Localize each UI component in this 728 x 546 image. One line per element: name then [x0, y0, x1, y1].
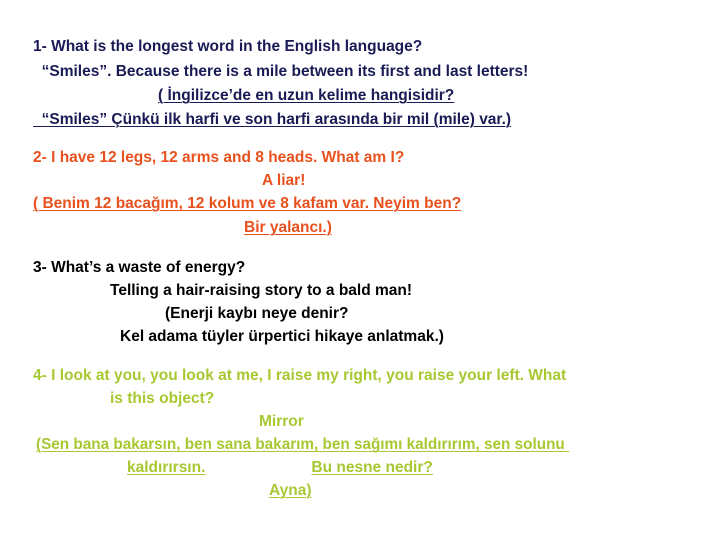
- riddle-4-translation-question-text: (Sen bana bakarsın, ben sana bakarım, ben sağımı kaldırırım, sen solunu: [36, 436, 565, 453]
- riddle-3-translation-question: (Enerji kaybı neye denir?: [165, 305, 349, 322]
- riddle-4-translation-object-question: Bu nesne nedir?: [311, 459, 433, 476]
- riddle-2-question: 2- I have 12 legs, 12 arms and 8 heads. What am I?: [33, 149, 405, 166]
- riddle-1-translation-answer: [33, 111, 511, 129]
- riddle-4-question: 4- I look at you, you look at me, I raise my right, you raise your left. What: [33, 367, 567, 384]
- riddle-4-question-continued: is this object?: [110, 390, 215, 407]
- riddle-4-translation-continued: [33, 459, 433, 477]
- riddle-4-translation-kaldirirsin: kaldırırsın.: [127, 459, 206, 476]
- riddle-2-translation-answer-text: Bir yalancı.): [244, 219, 332, 236]
- riddle-2-translation-question: ( Benim 12 bacağım, 12 kolum ve 8 kafam var. Neyim ben?: [33, 195, 462, 212]
- riddle-2-answer: A liar!: [262, 172, 306, 189]
- riddle-1-answer: [33, 63, 528, 81]
- riddle-1-translation-question-text: ( İngilizce’de en uzun kelime hangisidir?: [158, 87, 455, 104]
- riddle-1-answer-text: “Smiles”. Because there is a mile between its first and last letters!: [41, 63, 529, 80]
- riddle-4-translation-question: [36, 436, 569, 454]
- riddle-4-translation-answer-text: Ayna): [269, 482, 312, 499]
- riddle-4-translation-answer: [33, 482, 312, 500]
- riddle-3-translation-answer: Kel adama tüyler ürpertici hikaye anlatmak.): [120, 328, 444, 345]
- riddle-4-answer: Mirror: [259, 413, 304, 430]
- riddle-1-translation-question: [158, 87, 454, 105]
- riddle-2-translation-answer: [33, 219, 332, 237]
- riddle-3-answer: Telling a hair-raising story to a bald man!: [110, 282, 413, 299]
- riddle-3-question: 3- What’s a waste of energy?: [33, 259, 246, 276]
- riddle-1-translation-answer-text: “Smiles” Çünkü ilk harfi ve son harfi arasında bir mil (mile) var.): [41, 111, 512, 128]
- riddle-1-question: 1- What is the longest word in the English language?: [33, 38, 423, 55]
